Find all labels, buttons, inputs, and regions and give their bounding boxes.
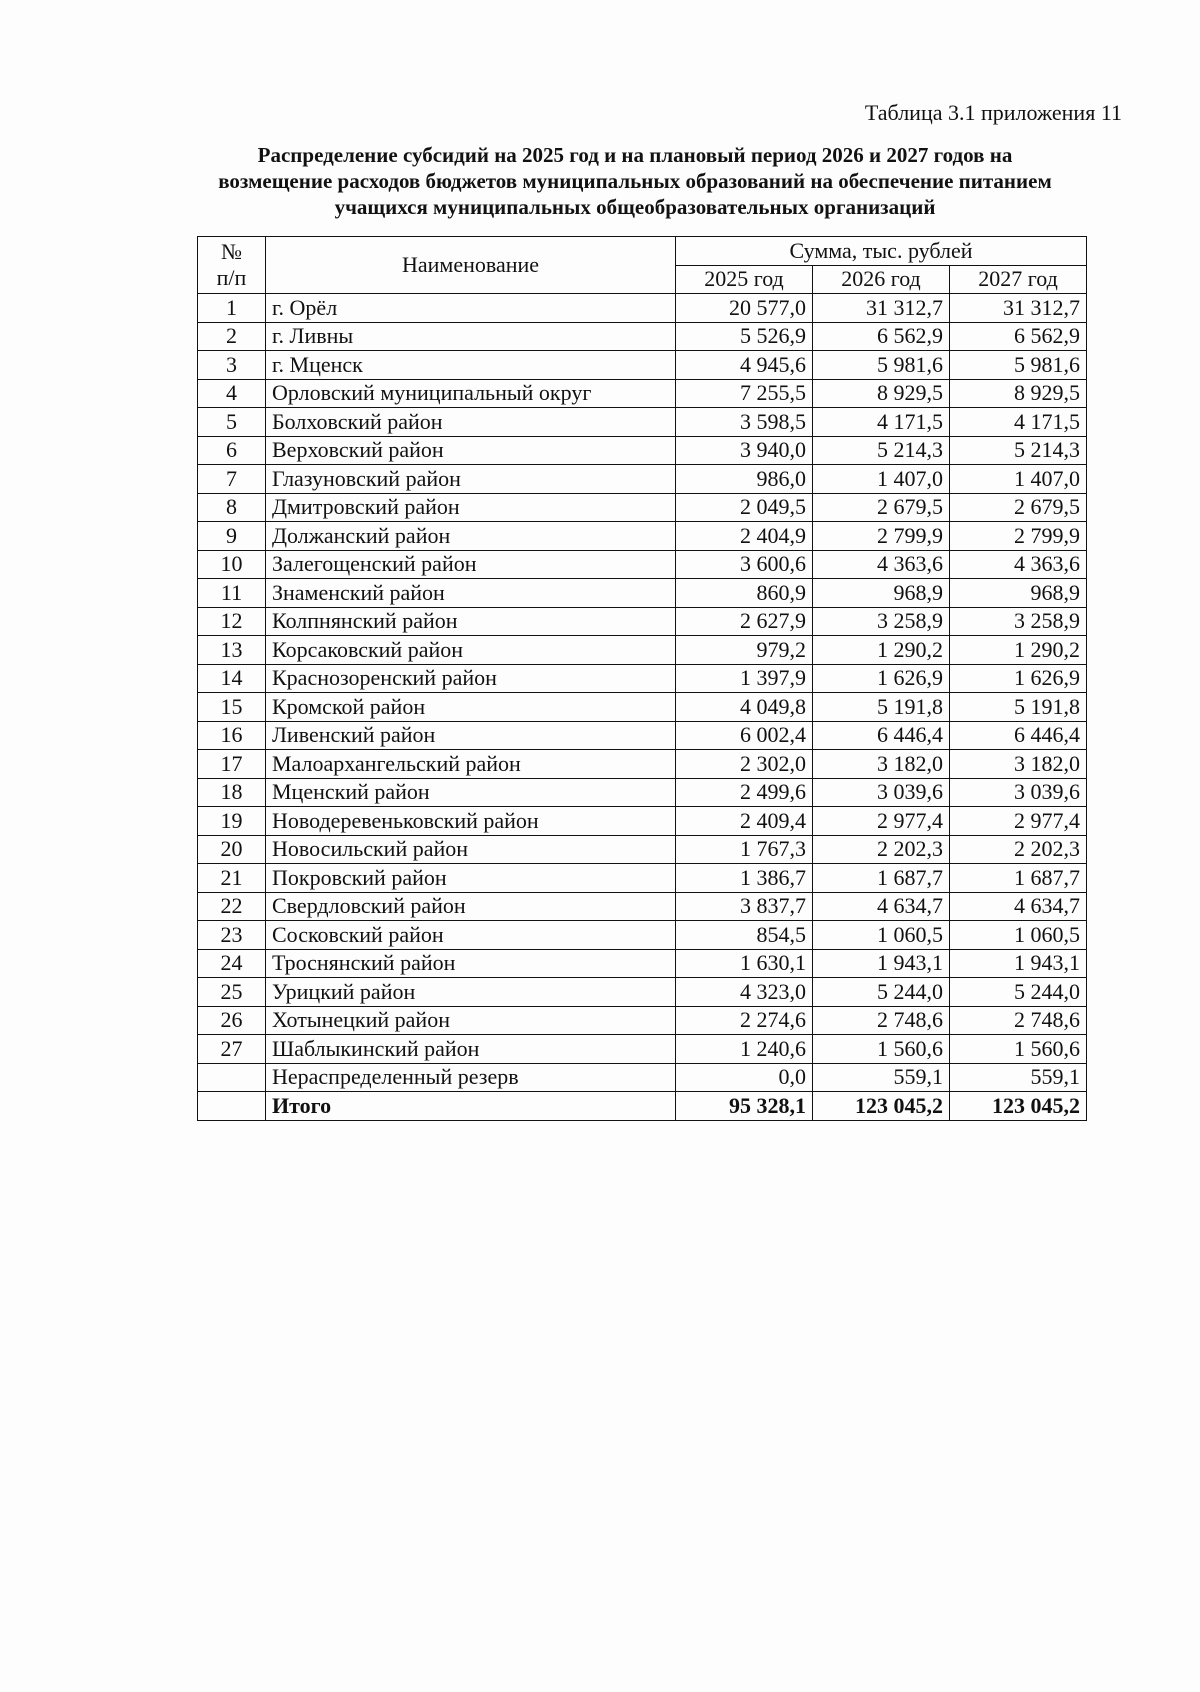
- row-value: 968,9: [950, 579, 1087, 608]
- table-row: [198, 351, 1087, 380]
- row-value: 5 214,3: [950, 436, 1087, 465]
- row-name: Должанский район: [266, 522, 676, 551]
- row-value: 968,9: [813, 579, 950, 608]
- row-value: 1 943,1: [950, 949, 1087, 978]
- row-value: 6 562,9: [950, 322, 1087, 351]
- row-index: 12: [198, 607, 266, 636]
- table-row: [198, 921, 1087, 950]
- row-value: 2 748,6: [813, 1006, 950, 1035]
- row-index: 20: [198, 835, 266, 864]
- row-value: 2 799,9: [813, 522, 950, 551]
- total-value: 95 328,1: [676, 1092, 813, 1121]
- row-value: 2 679,5: [950, 493, 1087, 522]
- row-value: 1 630,1: [676, 949, 813, 978]
- row-index: 21: [198, 864, 266, 893]
- row-value: 4 634,7: [813, 892, 950, 921]
- row-index: 15: [198, 693, 266, 722]
- row-value: 4 049,8: [676, 693, 813, 722]
- table-row: [198, 579, 1087, 608]
- subsidy-table: [197, 236, 1087, 1121]
- row-index: 4: [198, 379, 266, 408]
- total-label: Итого: [266, 1092, 676, 1121]
- title-line: учащихся муниципальных общеобразовательных организаций: [334, 195, 936, 219]
- row-value: 5 526,9: [676, 322, 813, 351]
- row-index: 14: [198, 664, 266, 693]
- col-header-name: Наименование: [266, 237, 676, 294]
- col-header-index-line1: №: [221, 239, 242, 264]
- row-value: 8 929,5: [813, 379, 950, 408]
- row-value: 8 929,5: [950, 379, 1087, 408]
- row-name: Урицкий район: [266, 978, 676, 1007]
- row-name: Верховский район: [266, 436, 676, 465]
- col-header-index-line2: п/п: [216, 265, 247, 290]
- row-value: 3 039,6: [813, 778, 950, 807]
- row-name: Кромской район: [266, 693, 676, 722]
- row-index: 27: [198, 1035, 266, 1064]
- table-row: [198, 1063, 1087, 1092]
- row-index: 3: [198, 351, 266, 380]
- row-index: 19: [198, 807, 266, 836]
- table-row: [198, 892, 1087, 921]
- row-index: 23: [198, 921, 266, 950]
- row-index: 24: [198, 949, 266, 978]
- table-row: [198, 465, 1087, 494]
- row-name: Покровский район: [266, 864, 676, 893]
- row-value: 1 943,1: [813, 949, 950, 978]
- row-index: 17: [198, 750, 266, 779]
- row-name: Хотынецкий район: [266, 1006, 676, 1035]
- row-name: Колпнянский район: [266, 607, 676, 636]
- row-value: 2 748,6: [950, 1006, 1087, 1035]
- row-value: 3 598,5: [676, 408, 813, 437]
- row-name: Свердловский район: [266, 892, 676, 921]
- row-name: Нераспределенный резерв: [266, 1063, 676, 1092]
- row-value: 5 191,8: [813, 693, 950, 722]
- row-value: 2 799,9: [950, 522, 1087, 551]
- row-name: Сосковский район: [266, 921, 676, 950]
- row-index: 16: [198, 721, 266, 750]
- total-index: [198, 1092, 266, 1121]
- row-value: 3 258,9: [950, 607, 1087, 636]
- row-value: 2 679,5: [813, 493, 950, 522]
- row-value: 5 981,6: [950, 351, 1087, 380]
- row-index: 26: [198, 1006, 266, 1035]
- table-row: [198, 1006, 1087, 1035]
- row-name: Дмитровский район: [266, 493, 676, 522]
- row-value: 559,1: [950, 1063, 1087, 1092]
- row-value: 1 060,5: [950, 921, 1087, 950]
- table-row: [198, 721, 1087, 750]
- total-value: 123 045,2: [813, 1092, 950, 1121]
- row-index: 18: [198, 778, 266, 807]
- row-value: 4 171,5: [950, 408, 1087, 437]
- row-value: 2 977,4: [813, 807, 950, 836]
- table-row: [198, 778, 1087, 807]
- row-value: 2 404,9: [676, 522, 813, 551]
- row-value: 6 562,9: [813, 322, 950, 351]
- row-value: 2 302,0: [676, 750, 813, 779]
- row-name: г. Орёл: [266, 294, 676, 323]
- table-row: [198, 322, 1087, 351]
- row-value: 2 202,3: [813, 835, 950, 864]
- row-index: 5: [198, 408, 266, 437]
- row-value: 6 446,4: [950, 721, 1087, 750]
- row-value: 3 940,0: [676, 436, 813, 465]
- row-value: 1 386,7: [676, 864, 813, 893]
- row-value: 5 191,8: [950, 693, 1087, 722]
- col-header-year-2025: 2025 год: [676, 265, 813, 294]
- table-row: [198, 864, 1087, 893]
- row-value: 2 202,3: [950, 835, 1087, 864]
- row-index: 11: [198, 579, 266, 608]
- row-value: 5 244,0: [813, 978, 950, 1007]
- row-value: 559,1: [813, 1063, 950, 1092]
- row-value: 2 274,6: [676, 1006, 813, 1035]
- row-value: 2 499,6: [676, 778, 813, 807]
- row-value: 3 039,6: [950, 778, 1087, 807]
- row-index: 25: [198, 978, 266, 1007]
- row-index: 13: [198, 636, 266, 665]
- row-value: 4 363,6: [950, 550, 1087, 579]
- row-value: 6 446,4: [813, 721, 950, 750]
- row-name: Глазуновский район: [266, 465, 676, 494]
- table-row: [198, 550, 1087, 579]
- table-row: [198, 636, 1087, 665]
- row-value: 20 577,0: [676, 294, 813, 323]
- row-value: 3 258,9: [813, 607, 950, 636]
- row-value: 3 182,0: [813, 750, 950, 779]
- row-name: Корсаковский район: [266, 636, 676, 665]
- table-row: [198, 379, 1087, 408]
- row-name: Троснянский район: [266, 949, 676, 978]
- row-value: 3 182,0: [950, 750, 1087, 779]
- table-row: [198, 807, 1087, 836]
- row-value: 860,9: [676, 579, 813, 608]
- row-value: 1 060,5: [813, 921, 950, 950]
- row-index: 8: [198, 493, 266, 522]
- table-row: [198, 750, 1087, 779]
- row-value: 986,0: [676, 465, 813, 494]
- row-value: 1 290,2: [950, 636, 1087, 665]
- row-name: Орловский муниципальный округ: [266, 379, 676, 408]
- col-header-year-2026: 2026 год: [813, 265, 950, 294]
- row-value: 854,5: [676, 921, 813, 950]
- table-row: [198, 436, 1087, 465]
- row-value: 4 634,7: [950, 892, 1087, 921]
- row-value: 1 626,9: [950, 664, 1087, 693]
- table-row: [198, 949, 1087, 978]
- row-index: 9: [198, 522, 266, 551]
- table-row: [198, 835, 1087, 864]
- title-line: возмещение расходов бюджетов муниципальных образований на обеспечение питанием: [218, 169, 1052, 193]
- row-index: 1: [198, 294, 266, 323]
- total-value: 123 045,2: [950, 1092, 1087, 1121]
- row-value: 3 837,7: [676, 892, 813, 921]
- row-value: 1 687,7: [813, 864, 950, 893]
- row-name: Знаменский район: [266, 579, 676, 608]
- row-value: 1 767,3: [676, 835, 813, 864]
- row-name: г. Мценск: [266, 351, 676, 380]
- row-value: 31 312,7: [813, 294, 950, 323]
- row-value: 0,0: [676, 1063, 813, 1092]
- row-value: 6 002,4: [676, 721, 813, 750]
- row-value: 1 407,0: [950, 465, 1087, 494]
- row-value: 1 290,2: [813, 636, 950, 665]
- table-reference: Таблица 3.1 приложения 11: [864, 100, 1122, 125]
- row-index: [198, 1063, 266, 1092]
- row-value: 1 626,9: [813, 664, 950, 693]
- row-value: 1 407,0: [813, 465, 950, 494]
- col-header-index: [198, 237, 266, 294]
- row-value: 2 409,4: [676, 807, 813, 836]
- row-value: 4 323,0: [676, 978, 813, 1007]
- row-value: 4 363,6: [813, 550, 950, 579]
- row-index: 22: [198, 892, 266, 921]
- row-value: 31 312,7: [950, 294, 1087, 323]
- row-value: 1 240,6: [676, 1035, 813, 1064]
- row-name: Новодеревеньковский район: [266, 807, 676, 836]
- row-name: Шаблыкинский район: [266, 1035, 676, 1064]
- row-value: 1 560,6: [813, 1035, 950, 1064]
- row-name: Малоархангельский район: [266, 750, 676, 779]
- row-value: 2 627,9: [676, 607, 813, 636]
- table-row: [198, 693, 1087, 722]
- table-body: [198, 294, 1087, 1121]
- table-row: [198, 978, 1087, 1007]
- table-row: [198, 522, 1087, 551]
- row-index: 7: [198, 465, 266, 494]
- row-index: 6: [198, 436, 266, 465]
- row-name: Мценский район: [266, 778, 676, 807]
- row-value: 4 945,6: [676, 351, 813, 380]
- title-line: Распределение субсидий на 2025 год и на плановый период 2026 и 2027 годов на: [257, 143, 1013, 167]
- table-row: [198, 408, 1087, 437]
- table-row: [198, 664, 1087, 693]
- table-row: [198, 294, 1087, 323]
- col-header-year-2027: 2027 год: [950, 265, 1087, 294]
- row-index: 10: [198, 550, 266, 579]
- row-value: 2 049,5: [676, 493, 813, 522]
- row-value: 5 214,3: [813, 436, 950, 465]
- row-value: 1 397,9: [676, 664, 813, 693]
- table-row: [198, 607, 1087, 636]
- row-name: Новосильский район: [266, 835, 676, 864]
- row-value: 3 600,6: [676, 550, 813, 579]
- row-name: Краснозоренский район: [266, 664, 676, 693]
- row-value: 2 977,4: [950, 807, 1087, 836]
- header-row: [198, 237, 1087, 266]
- table-row: [198, 1035, 1087, 1064]
- document-title: [140, 142, 1130, 220]
- row-value: 1 560,6: [950, 1035, 1087, 1064]
- total-row: [198, 1092, 1087, 1121]
- row-value: 979,2: [676, 636, 813, 665]
- col-header-sum: Сумма, тыс. рублей: [676, 237, 1087, 266]
- row-name: г. Ливны: [266, 322, 676, 351]
- row-value: 5 981,6: [813, 351, 950, 380]
- row-value: 7 255,5: [676, 379, 813, 408]
- row-value: 4 171,5: [813, 408, 950, 437]
- row-value: 5 244,0: [950, 978, 1087, 1007]
- row-name: Болховский район: [266, 408, 676, 437]
- row-index: 2: [198, 322, 266, 351]
- row-value: 1 687,7: [950, 864, 1087, 893]
- row-name: Залегощенский район: [266, 550, 676, 579]
- row-name: Ливенский район: [266, 721, 676, 750]
- table-row: [198, 493, 1087, 522]
